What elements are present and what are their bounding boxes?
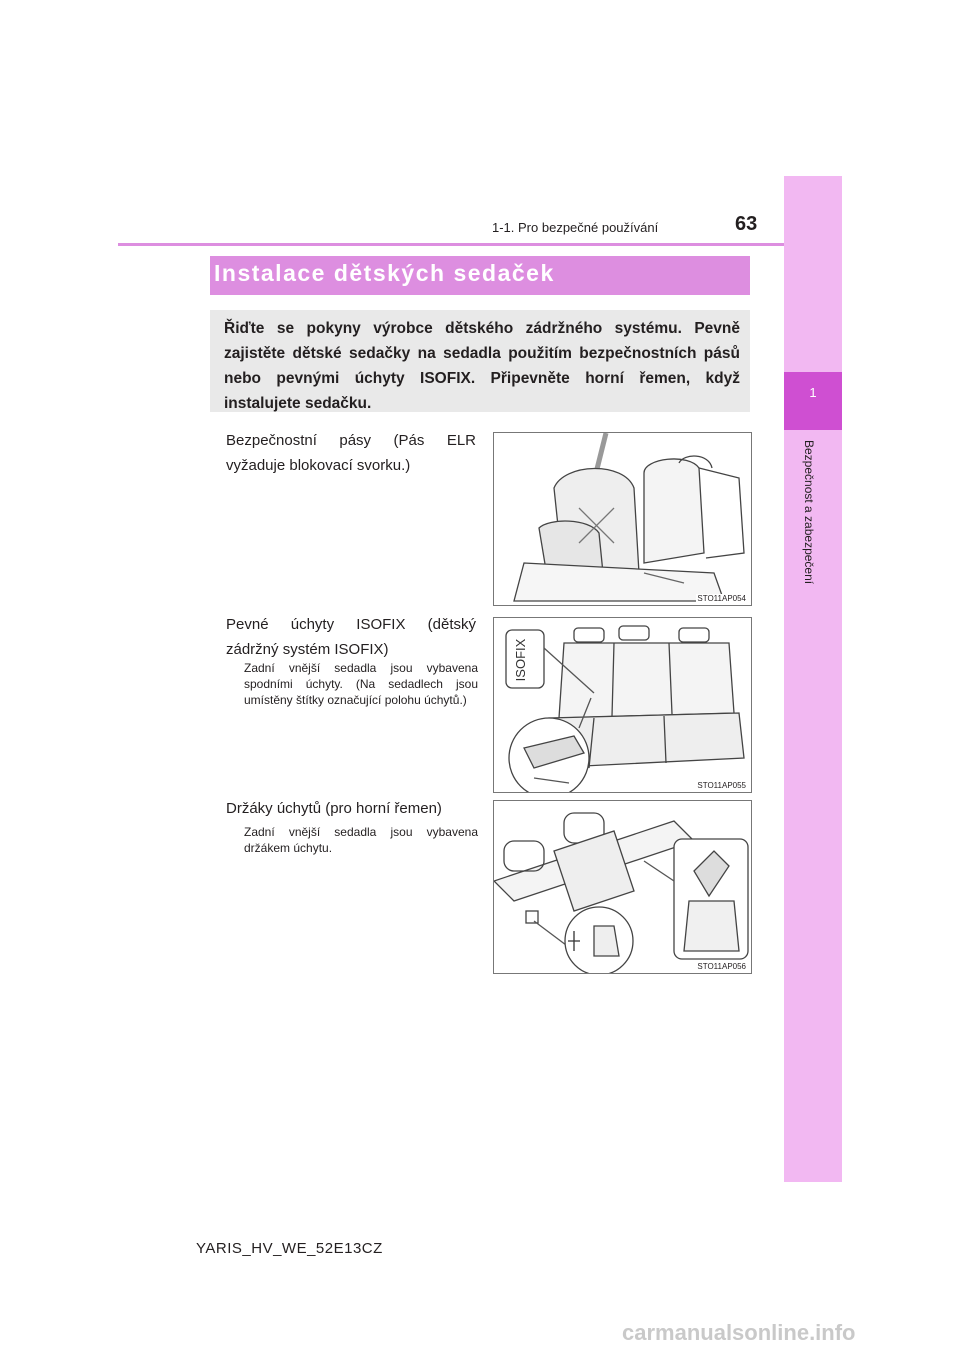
item-anchor-bracket-note: Zadní vnější sedadla jsou vybavena držákem úchytu.	[244, 825, 478, 855]
figure-isofix-anchors	[493, 617, 752, 793]
isofix-illustration	[494, 618, 751, 792]
figure-top-tether-anchor	[493, 800, 752, 974]
figure-code: STO11AP056	[697, 962, 746, 971]
intro-text: Řiďte se pokyny výrobce dětského zádržného systému. Pevně zajistěte dětské sedačky na sedadla použitím bezpečnostních pásů nebo pevnými úchyty ISOFIX. Připevněte horní řemen, když instalujete sedačku.	[224, 320, 740, 412]
item-seatbelt-label: Bezpečnostní pásy (Pás ELR vyžaduje blokovací svorku.)	[226, 432, 476, 474]
isofix-tag-label: ISOFIX	[513, 638, 528, 682]
page-number: 63	[735, 213, 758, 235]
chapter-side-tab-active[interactable]	[784, 372, 842, 430]
item-isofix-label: Pevné úchyty ISOFIX (dětský zádržný systém ISOFIX)	[226, 616, 476, 658]
child-seat-illustration	[494, 433, 751, 605]
section-title: Instalace dětských sedaček	[214, 260, 555, 286]
header-rule	[118, 243, 784, 246]
chapter-side-tab	[784, 176, 842, 1182]
figure-code: STO11AP054	[697, 594, 746, 603]
figure-code: STO11AP055	[697, 781, 746, 790]
chapter-number: 1	[809, 385, 817, 400]
item-anchor-bracket-label: Držáky úchytů (pro horní řemen)	[226, 800, 442, 817]
figure-seatbelt-child-seat	[493, 432, 752, 606]
tether-anchor-illustration	[494, 801, 751, 973]
chapter-title: 1-1. Pro bezpečné používání	[492, 220, 659, 235]
watermark: carmanualsonline.info	[622, 1320, 856, 1345]
item-isofix-note: Zadní vnější sedadla jsou vybavena spodními úchyty. (Na sedadlech jsou umístěny štítky označující polohu úchytů.)	[244, 661, 478, 707]
document-code: YARIS_HV_WE_52E13CZ	[196, 1240, 383, 1257]
chapter-side-label: Bezpečnost a zabezpečení	[802, 440, 816, 585]
